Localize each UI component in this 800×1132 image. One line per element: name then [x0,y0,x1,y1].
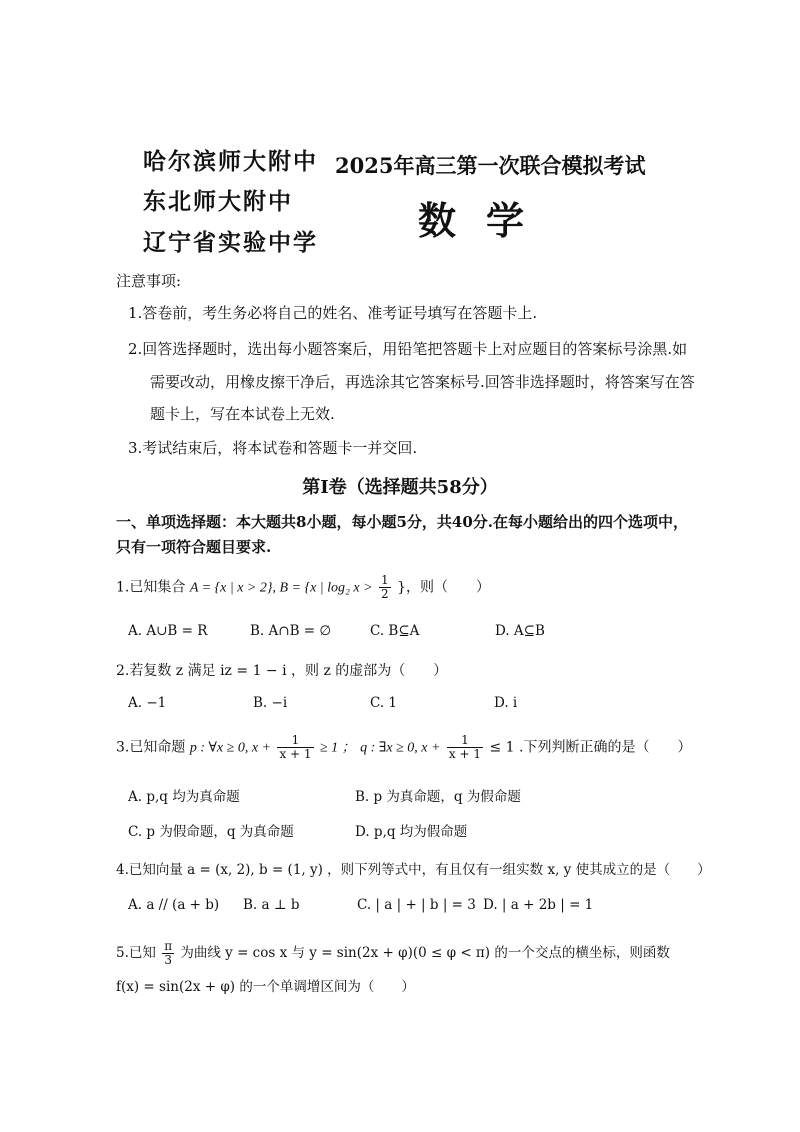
fraction-denominator: 2 [381,587,389,601]
question-5-post: 为曲线 y = cos x 与 y = sin(2x + φ)(0 ≤ φ < π) 的一个交点的横坐标，则函数 [180,945,670,961]
question-3-option-a: A. p,q 均为真命题 [128,789,240,805]
subject-title: 数学 [418,198,555,243]
question-2-option-b: B. −i [253,695,288,711]
question-1-option-c: C. B⊆A [370,623,420,639]
question-5-stem-cont: f(x) = sin(2x + φ) 的一个单调增区间为（ ） [116,979,415,995]
question-1-fraction [379,574,391,601]
question-3-pre: 3.已知命题 [116,739,186,756]
question-1-post: }，则（ ） [397,579,491,596]
notes-title: 注意事项: [116,272,182,290]
question-3-stem [116,734,691,761]
question-4-option-b: B. a ⊥ b [243,897,300,913]
question-2-stem: 2.若复数 z 满足 iz = 1 − i ，则 z 的虚部为（ ） [116,663,448,679]
note-item-2-cont: 需要改动，用橡皮擦干净后，再选涂其它答案标号.回答非选择题时，将答案写在答 [150,373,695,391]
fraction-denominator: 3 [164,953,172,967]
question-3-option-d: D. p,q 均为假命题 [355,824,468,840]
section-heading-cont: 只有一项符合题目要求. [116,538,272,556]
note-item-1: 1.答卷前，考生务必将自己的姓名、准考证号填写在答题卡上. [128,304,538,322]
question-3-post: ≤ 1 .下列判断正确的是（ ） [489,739,692,756]
question-2-option-c: C. 1 [370,695,398,711]
question-3-fraction-2 [447,734,483,761]
question-3-option-c: C. p 为假命题，q 为真命题 [128,824,294,840]
question-1-stem [116,574,490,601]
school-name-1: 哈尔滨师大附中 [143,148,318,175]
exam-title: 2025年高三第一次联合模拟考试 [335,153,646,178]
fraction-denominator: x + 1 [448,747,481,761]
question-2-option-d: D. i [494,695,518,711]
question-1-option-a: A. A∪B = R [128,623,208,639]
question-3-option-b: B. p 为真命题，q 为假命题 [355,789,521,805]
question-4-stem: 4.已知向量 a = (x, 2), b = (1, y) ，则下列等式中，有且仅有一组实数 x, y 使其成立的是（ ） [116,862,711,878]
question-2-option-a: A. −1 [128,695,167,711]
note-item-2: 2.回答选择题时，选出每小题答案后，用铅笔把答题卡上对应题目的答案标号涂黑.如 [128,340,688,358]
question-1-option-b: B. A∩B = ∅ [250,623,332,639]
question-4-option-d: D. | a + 2b | = 1 [483,897,594,913]
note-item-2-cont2: 题卡上，写在本试卷上无效. [150,405,335,423]
fraction-numerator: 1 [447,734,483,748]
question-5-fraction [162,940,174,967]
question-1-pre: 1.已知集合 [116,579,186,596]
fraction-numerator: 1 [381,573,389,587]
question-5-pre: 5.已知 [116,945,156,961]
proposition-p-tail: ≥ 1 ； [319,740,356,756]
proposition-q: q : ∃x ≥ 0, x + [360,740,441,756]
fraction-numerator: π [164,939,173,953]
note-item-3: 3.考试结束后，将本试卷和答题卡一并交回. [128,439,418,457]
question-4-option-a: A. a // (a + b) [128,897,220,913]
fraction-numerator: 1 [277,734,313,748]
question-5-stem [116,940,670,967]
question-1-math: A = {x | x > 2}, B = {x | log₂ x > [189,580,373,596]
school-name-3: 辽宁省实验中学 [143,229,318,256]
question-3-fraction-1 [277,734,313,761]
question-4-option-c: C. | a | + | b | = 3 [357,897,476,913]
school-name-2: 东北师大附中 [143,188,293,215]
fraction-denominator: x + 1 [279,747,312,761]
question-1-option-d: D. A⊆B [495,623,545,639]
section-heading: 一、单项选择题：本大题共8小题，每小题5分，共40分.在每小题给出的四个选项中， [116,513,688,531]
part-title: 第Ⅰ卷（选择题共58分） [302,477,498,498]
proposition-p: p : ∀x ≥ 0, x + [189,740,271,756]
